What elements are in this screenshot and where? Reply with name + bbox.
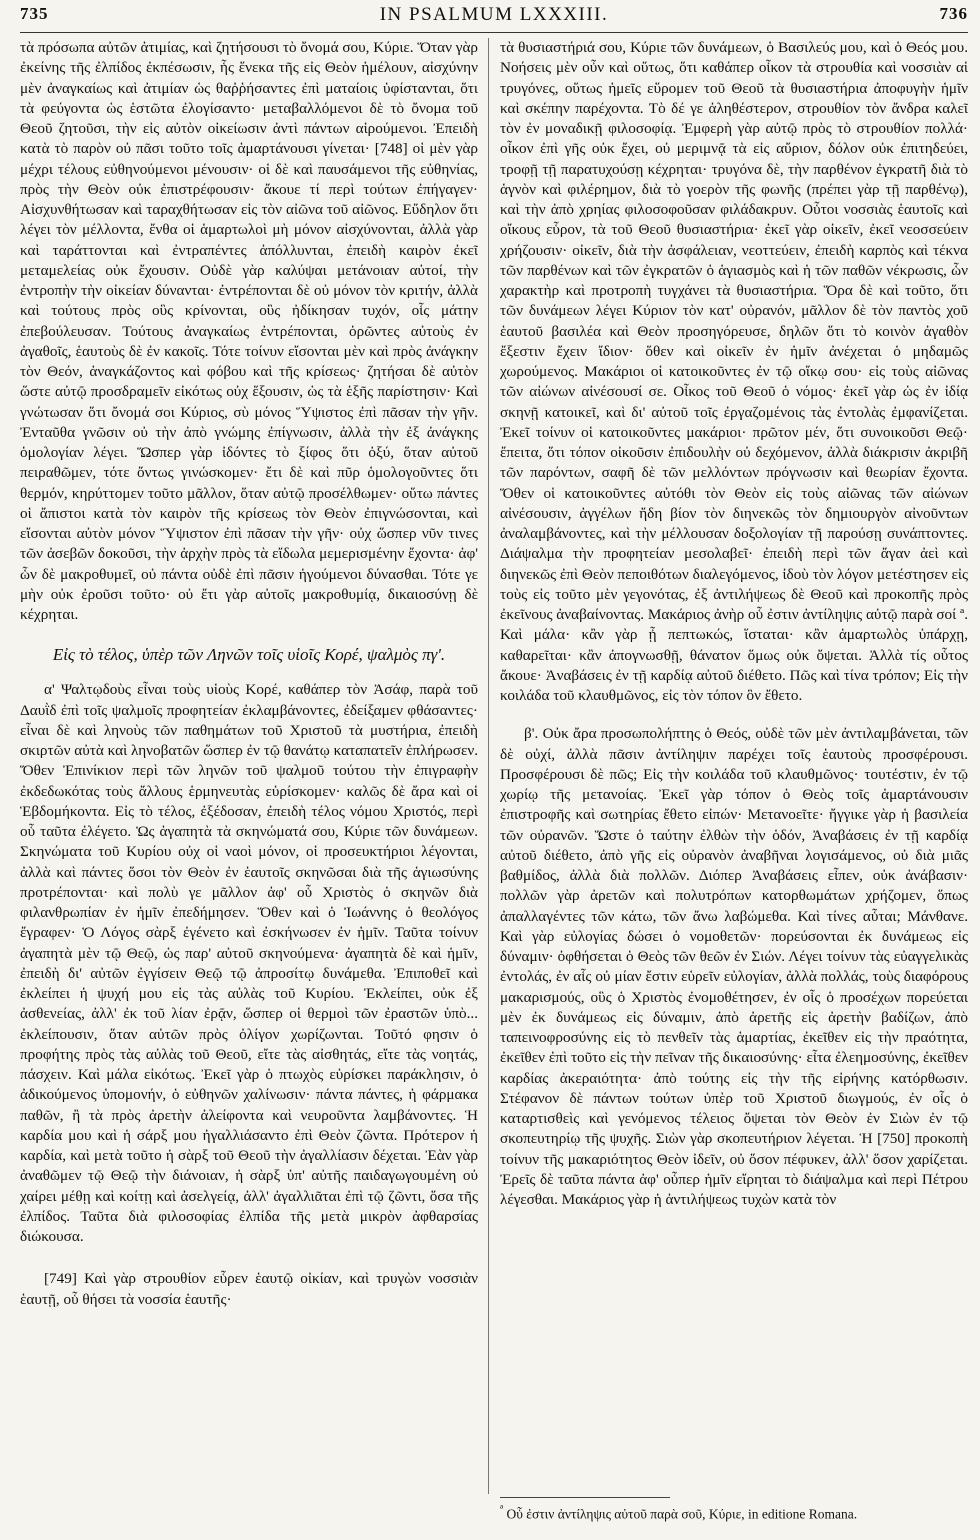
footnote	[500, 1502, 968, 1523]
left-column	[20, 38, 478, 1538]
page-title: IN PSALMUM LXXXIII.	[379, 4, 609, 25]
column-divider	[488, 38, 489, 1494]
footnote-rule	[500, 1497, 670, 1498]
psalm-heading: Εἰς τὸ τέλος, ὑπὲρ τῶν Ληνῶν τοῖς υἱοῖς Κορέ, ψαλμὸς πγ'.	[52, 645, 446, 665]
footnote-marker: ª	[500, 1504, 504, 1516]
left-paragraph-3: [749] Καὶ γὰρ στρουθίον εὗρεν ἑαυτῷ οἰκίαν, καὶ τρυγὼν νοσσιὰν ἑαυτῇ, οὗ θήσει τὰ νοσσία ἑαυτῆς·	[20, 1270, 478, 1308]
left-paragraph-2: α' Ψαλτῳδοὺς εἶναι τοὺς υἱοὺς Κορέ, καθάπερ τὸν Ἀσάφ, παρὰ τοῦ Δαυῒδ ἐπὶ τοῖς ψαλμοῖς προφητείαν ἐκλαμβάνοντες, ἐδείξαμεν φθάσαντες· εἶναι δὲ καὶ ληνοὺς τῶν παθημάτων τοῦ Χριστοῦ τὰ μυστήρια, ἐπειδὴ σκιρτῶν αὐτὰ καὶ ληνοβατῶν ὥσπερ ἐν τῷ θανάτῳ καταπατεῖν ἐπλήρωσεν. Ὅθεν Ἐπινίκιον περὶ τῶν ληνῶν τοῦ ψαλμοῦ τούτου τὴν ἐπιγραφὴν ἐκδεδωκότας τοὺς ἄλλους ἑρμηνευτὰς εὑρίσκομεν· καλῶς δὲ ἄρα καὶ οἱ Ἑβδομήκοντα. Εἰς τὸ τέλος, ἐξέδοσαν, ἐπειδὴ τέλος νόμου Χριστός, περὶ οὗ ταῦτα ἐλέγετο. Ὡς ἀγαπητὰ τὰ σκηνώματά σου, Κύριε τῶν δυνάμεων. Σκηνώματα τοῦ Κυρίου οὐχ οἱ ναοὶ μόνον, οἱ προσευκτήριοι λέγονται, ἀλλὰ καὶ πάντες ὅσοι τὸν Θεὸν ἐν ἑαυτοῖς σκηνῶσαι διὰ τῆς ἁγιωσύνης προτρέπονται· καὶ πολὺ γε μᾶλλον ἀφ' οὗ Χριστὸς ὁ σκηνῶν διὰ φιλανθρωπίαν ἐν ἡμῖν ἐπεδήμησεν. Ὅθεν καὶ ὁ Ἰωάννης ὁ θεολόγος ἔγραφεν· Ὁ Λόγος σὰρξ ἐγένετο καὶ ἐσκήνωσεν ἐν ἡμῖν. Ταῦτα τοίνυν ἀγαπητὰ μὲν τῷ Θεῷ, ὡς παρ' αὐτοῦ σκηνούμενα· ἀγαπητὰ δὲ καὶ ἡμῖν, ἐπειδὴ δι' αὐτῶν ἐγγίσειν Θεῷ τῷ ἀπροσίτῳ δυνάμεθα. Ἐπιποθεῖ καὶ ἐκλείπει ἡ ψυχή μου εἰς τὰς αὐλὰς τοῦ Κυρίου. Ἐκλείπει, οὐκ ἐξ ἀσθενείας, ἀλλ' ἐκ τοῦ λίαν ἐρᾷν, ὥσπερ οἱ θερμοὶ τῶν ἐραστῶν ὑπὸ... ἐκλείπουσιν, ὅταν αὐτῶν πρὸς ὀλίγον χωρίζωνται. Τοῦτό φησιν ὁ προφήτης πρὸς τὰς αὐλὰς τοῦ Θεοῦ, εἴτε τὰς αἰσθητάς, εἴτε τὰς νοητάς, πάσχειν. Καὶ μάλα εἰκότως. Ἐκεῖ γὰρ ὁ πτωχὸς εὑρίσκει παράκλησιν, ὁ ἀδικούμενος ὑπομονήν, ὁ εὐθηνῶν χαλίνωσιν· πάντα πάντες, ἡ φάρμακα παθῶν, ἢ τὰ πρὸς ἀρετὴν ἀλείφοντα καὶ νευροῦντα λαμβάνοντες. Ἡ καρδία μου καὶ ἡ σάρξ μου ἠγαλλιάσαντο ἐπὶ Θεὸν ζῶντα. Πρότερον ἡ καρδία, καὶ μετὰ τοῦτο ἡ σὰρξ τοῦ Θεοῦ τὴν ἀγαλλίασιν δέχεται. Ἐὰν γὰρ ἀναθῶμεν τῷ Θεῷ τὴν διάνοιαν, ἡ σὰρξ ὑπ' αὐτῆς παιδαγωγουμένη οὐ χαίρει μέθῃ καὶ κοίτῃ καὶ ἀσελγείᾳ, ἀλλ' ἀγαλλιᾶται ἐπὶ τῷ ζῶντι, ὅσα τῆς ἐλπίδος. Ταῦτα διὰ φιλοσοφίας ἐλπίδα τῆς μετὰ μικρὸν ἀφθαρσίας διώκουσα.	[20, 681, 478, 1245]
running-header	[20, 4, 968, 34]
left-page-number: 735	[20, 4, 49, 23]
header-rule	[20, 32, 968, 33]
section-gap	[20, 1247, 478, 1269]
paragraph-gap	[500, 706, 968, 724]
left-paragraph-1: τὰ πρόσωπα αὐτῶν ἀτιμίας, καὶ ζητήσουσι τὸ ὄνομά σου, Κύριε. Ὅταν γὰρ ἐκείνης τῆς ἐλπίδος ἐκπέσωσιν, ἧς ἕνεκα τῆς εἰς Θεὸν ἡμέλουν, αἰσχύνην μὲν ἀναγκαίως καὶ ἀτιμίαν ὡς θαῤῥήσαντες ἐπὶ ματαίοις ὑφίστανται, ὅτι τὰ φεύγοντα ὡς ἑστῶτα ἐλογίσαντο· μεταβαλλόμενοι δὲ τὸ ὄνομα τοῦ Θεοῦ ζητοῦσι, τὴν εἰς αὐτὸν οἰκείωσιν ἀντὶ πάντων αἱρούμενοι. Ἐπειδὴ κατὰ τὸ παρὸν οὐ πᾶσι τοῦτο τοῖς ἁμαρτάνουσι γίνεται· [748] οἱ μὲν γὰρ μέχρι τέλους εὐθηνούμενοι μένουσιν· οἱ δὲ καὶ παυσάμενοι τῆς εὐθηνίας, πρὸς τὴν Θεὸν οὐκ ἐπιστρέφουσιν· ἄκουε τί περὶ τούτων ἐπήγαγεν· Αἰσχυνθήτωσαν καὶ ταραχθήτωσαν εἰς τὸν αἰῶνα τοῦ αἰῶνος. Εὔδηλον ὅτι λέγει τὸν μέλλοντα, ἔνθα οἱ ἁμαρτωλοὶ μὴ μόνον αἰσχύνονται, ἀλλὰ γὰρ καὶ ταράττονται καὶ ἐντραπέντες ἀπόλλυνται, ἐπειδὴ καιρὸν ἐκεῖ μεταμελείας οὐκ ἔχουσιν. Οὐδὲ γὰρ καλύψαι μετάνοιαν αὐτοί, τὴν ἐντροπὴν τὴν οἰκείαν δύνανται· ἐντρέπονται δὲ οὐ μόνον τὸν κριτήν, ἀλλὰ καὶ τούτους πρὸς οὓς κρίνονται, οὓς ἠδίκησαν τυχόν, οἷς μάτην ἐπεβούλευσαν. Τούτους ἀναγκαίως ἐντρέπονται, ὁρῶντες αὐτοὺς ἐν ἀγαθοῖς, ἑαυτοὺς δὲ ἐν κακοῖς. Τότε τοίνυν εἴσονται μὲν καὶ πρὸς ἀνάγκην τὸν Θεόν, ἀναγκάζοντος καὶ φόβου καὶ τῆς κρίσεως· ζητήσαι δὲ αὐτὸν ὥστε αὐτῷ προσδραμεῖν εἰκότως οὐχ ἕξουσιν, ὡς τὰ ἑξῆς παρίστησιν· Καὶ γνώτωσαν ὅτι ὄνομά σοι Κύριος, σὺ μόνος Ὕψιστος ἐπὶ πᾶσαν τὴν γῆν. Ἐνταῦθα γνῶσιν οὐ τὴν ἀπὸ γνώμης ἐπίγνωσιν, ἀλλὰ τὴν ἐξ ἀνάγκης ὁμολογίαν λέγει. Ὥσπερ γὰρ ἰδόντες τὸ ξίφος ὅτι ὀξύ, ὅταν αὐτοῦ πειραθῶμεν, τότε ὄντως γινώσκομεν· ἔτι δὲ καὶ πῦρ ὁμολογοῦντες ὅτι θερμόν, κηρύττομεν τοῦτο μᾶλλον, ὅταν αὐτῷ προσέλθωμεν· οὕτω πάντες οἱ ἄπιστοι κατὰ τὸν καιρὸν τῆς κρίσεως τὸν Θεὸν ἐπιγνώσονται, καὶ εἴσονται αὐτὸν μόνον Ὕψιστον ἐπὶ πᾶσαν τὴν γῆν· οὐχ ὥσπερ νῦν τινες τῶν ἀσεβῶν δοκοῦσι, τὴν ἀρχὴν πρὸς τὰ εἴδωλα μεμερισμένην ἔχοντα· ἀφ' ὧν δὲ μακροθυμεῖ, οὐ πάντα οὐδὲ ἐπὶ πᾶσιν ἡγούμενοι δύνασθαι. Τότε γε μὴν οὐκ ἐροῦσι τοῦτο· οὐ ἔτι γὰρ αὐτοῖς μακροθυμίᾳ, δικαιοσύνῃ δὲ κέχρηται.	[20, 39, 478, 623]
right-paragraph-1: τὰ θυσιαστήριά σου, Κύριε τῶν δυνάμεων, ὁ Βασιλεύς μου, καὶ ὁ Θεός μου. Νοήσεις μὲν οὖν καὶ οὕτως, ὅτι καθάπερ οἶκον τὰ στρουθία καὶ νοσσιὰν αἱ τρυγόνες, οὕτως ἡμεῖς εὕρομεν τοῦ Θεοῦ τὰ θυσιαστήρια ἀποφυγὴν ἡμῖν καὶ σκέπην παρέχοντα. Τὸ δέ γε ἀληθέστερον, στρουθίον τὸν ἄνδρα καλεῖ τὸν ἐν μοναδικῇ φιλοσοφίᾳ. Ἐμφερὴ γὰρ αὐτῷ πρὸς τὸ στρουθίον πολλά· οἶκον ἐπὶ γῆς οὐκ ἔχει, οὐ μεριμνᾷ τὰ εἰς αὔριον, δόλον οὐκ ἐπιτηδεύει, τροφῇ τῇ παρατυχούσῃ κέχρηται· τρυγόνα δὲ, τὴν παρθένον ἐγκρατῆ διὰ τὸ ἁγνὸν καὶ φιλέρημον, διὰ τὸ γοερὸν τῆς φωνῆς (πρέπει γὰρ τῇ παρθένῳ), καὶ τὴν ἀπὸ χρηίας φιλοσοφοῦσαν φιλάδακρυν. Οὗτοι νοσσιὰς ἑαυτοῖς καὶ οἴκους εὗρον, τὰ τοῦ Θεοῦ θυσιαστήρια· ἐκεῖ γὰρ οἰκεῖν, ἐκεῖ νεοσσεύειν χρήζουσιν· οἰκεῖν, διὰ τὴν ἀσφάλειαν, νεοττεύειν, ἐπειδὴ καρπὸς καὶ τέκνα τῶν παρθένων καὶ τῶν ἐγκρατῶν ὁ ἁγιασμὸς καὶ ἡ τῶν παθῶν νέκρωσις, ὧν χαρακτὴρ καὶ προτροπὴ τυγχάνει τὰ θυσιαστήρια. Ὅρα δὲ καὶ τοῦτο, ὅτι τῶν δυνάμεων λέγει Κύριον τὸν κατ' οὐρανόν, μᾶλλον δὲ τὸν παντὸς χοῦ ἑαυτοῦ βασιλέα καὶ Θεὸν προσηγόρευσε, δηλῶν ὅτι τὸ κοινὸν ἀγαθὸν ἔξεστιν ἔχειν ἴδιον· ὅθεν καὶ οἰκεῖν ἐν ἡμῖν ἀνέχεται ὁ μηδαμῶς χωρούμενος. Μακάριοι οἱ κατοικοῦντες ἐν τῷ οἴκῳ σου· εἰς τοὺς αἰῶνας τῶν αἰώνων αἰνέσουσί σε. Οἶκος τοῦ Θεοῦ ὁ νόμος· ἐκεῖ γὰρ ὡς ἐν ἰδίᾳ σκηνῇ κατοικεῖ, καὶ δι' αὐτοῦ τοῖς ἐργαζομένοις τὰς ἐντολὰς ἐμφανίζεται. Ἐκεῖ τοίνυν οἱ κατοικοῦντες μακάριοι· πρῶτον μέν, ὅτι συνοικοῦσι Θεῷ· ἔπειτα, ὅτι τόπον οἰκοῦσιν ἐπιδουλὴν οὐ δεχόμενον, ἀλλὰ διάκρισιν ἀκριβῆ τῶν παρόντων, σαφῆ δὲ τῶν μελλόντων πρόγνωσιν καὶ θεωρίαν ἔχοντα. Ὅθεν οἱ κατοικοῦντες αὐτόθι τὸν Θεὸν εἰς τοὺς αἰῶνας τῶν αἰώνων αἰνέσουσιν, ἀγγέλων ἤδη βίον τὸν διηνεκῶς τὸν δημιουργὸν αἰνοῦντων ἀναλαμβάνοντες, καὶ τὴν μέλλουσαν δοξολογίαν τῇ παρούσῃ συνάπτοντες. Διάψαλμα τὴν προφητείαν μεσολαβεῖ· ἐπειδὴ περὶ τῶν ἄγαν ἀεὶ καὶ διηνεκῶς ἐπὶ Θεὸν πεποιθότων διαλεγόμενος, ἰδοὺ τὸν λόγον μετέστησεν εἰς τοὺς εἰς τοῦτο μὲν γεγονότας, ἐξ ἀντιλήψεως δὲ Θεοῦ καὶ προκοπῆς πρὸς ἐκεῖνους ἀναβαίνοντας. Μακάριος ἀνὴρ οὗ ἐστιν ἀντίληψις αὐτῷ παρὰ σοί ª. Καὶ μάλα· κἂν γὰρ ᾖ πεπτωκώς, ἵσταται· κἂν ἁμαρτωλὸς ὑπάρχῃ, καθαρεῖται· κἂν ἀπογνωσθῇ, θάνατον ὅμως οὐκ ὄψεται. Ἀλλὰ τίς οὗτος ἄκουε· Ἀναβάσεις ἐν τῇ καρδίᾳ αὐτοῦ διέθετο. Πῶς καὶ τίνα τρόπον; Εἰς τὴν κοιλάδα τοῦ κλαυθμῶνος, εἰς τὸν τόπον ὃν ἔθετο.	[500, 39, 968, 704]
right-page-number: 736	[939, 4, 968, 23]
footnote-text: Οὗ ἐστιν ἀντίληψις αὐτοῦ παρὰ σοῦ, Κύριε, in editione Romana.	[506, 1506, 858, 1522]
right-column	[500, 38, 968, 1538]
right-paragraph-2: β'. Οὐκ ἄρα προσωπολήπτης ὁ Θεός, οὐδὲ τῶν μὲν ἀντιλαμβάνεται, τῶν δὲ οὐχί, ἀλλὰ πᾶσιν ἀντίληψιν παρέχει τοῖς ἑαυτοὺς προσφέρουσι. Προσφέρουσι δὲ πῶς; Εἰς τὴν κοιλάδα τοῦ κλαυθμῶνος· τουτέστιν, ἐν τῷ χωρίῳ τῆς μετανοίας. Ἐκεῖ γὰρ τόπον ὁ Θεὸς τοῖς ἁμαρτάνουσιν ἐπιστροφῆς καὶ σωτηρίας ἔθετο εἰπών· Μετανοεῖτε· ἤγγικε γὰρ ἡ βασιλεία τῶν οὐρανῶν. Ὥστε ὁ ταύτην ἐλθὼν τὴν ὁδόν, Ἀναβάσεις ἐν τῇ καρδίᾳ αὐτοῦ διέθετο, ἀπὸ γῆς εἰς οὐρανὸν ἀναβῆναι λογισάμενος, οὐ διὰ μιᾶς βαθμίδος, ἀλλὰ διὰ πολλῶν. Διόπερ Ἀναβάσεις εἶπεν, οὐκ ἀνάβασιν· πολλῶν γὰρ ἀρετῶν καὶ πολυτρόπων κατορθωμάτων χρήζομεν, ὅπως ἀπαλλαγέντες τῶν κάτω, τῶν ἄνω λαβώμεθα. Καὶ τίνες αὗται; Μάνθανε. Καὶ γὰρ εὐλογίας δώσει ὁ νομοθετῶν· πορεύσονται ἐκ δυνάμεως εἰς δύναμιν· ὀφθήσεται ὁ Θεὸς τῶν θεῶν ἐν Σιών. Λέγει τοίνυν τὰς εὐαγγελικὰς ἐντολάς, ἐν αἷς οὐ μίαν ἔστιν εὑρεῖν εὐλογίαν, ἀλλὰ πολλάς, τοὺς διαφόρους μακαρισμούς, οὓς ὁ Χριστὸς ἐνομοθέτησεν, ἐν οἷς ὁ προσέχων πορεύεται μὲν ἐκ δυνάμεως εἰς δύναμιν, ἀπὸ ἀρετῆς εἰς ἀρετὴν βαδίζων, ἀπὸ ταπεινοφροσύνης εἰς τὸ πενθεῖν τὰς ἁμαρτίας, ἐκεῖθεν εἰς τὴν πραότητα, ἐκεῖθεν ἐπὶ τοῦτο εἰς τὴν πεῖναν τῆς δικαιοσύνης· εἶτα ἐλεημοσύνης, ἐκεῖθεν καρδίας ἀκεραιότητα· ἀπὸ τούτης εἰς τὴν τῆς εἰρήνης κατόρθωσιν. Στέφανον δὲ πάντων τούτων ὑπὲρ τοῦ Χριστοῦ διωγμούς, ἐν οἷς ὁ καταρτισθεὶς καὶ γενόμενος τέλειος ὄψεται τὸν Θεὸν ἐν Σιὼν ἐν τῷ σκοπευτηρίῳ τῆς ψυχῆς. Σιὼν γὰρ σκοπευτήριον λέγεται. Ἡ [750] προκοπὴ τοίνυν τῆς μακαριότητος Θεὸν ἰδεῖν, οὐ ὅσον πέφυκεν, ἀλλ' ὅσον χαρίζεται. Ἐρεῖς δὲ ταῦτα πάντα ἀφ' οὗπερ ἡμῖν εἴρηται τὸ διάψαλμα καὶ περὶ Πέτρου λέγεσθαι. Μακάριος γὰρ ἡ ἀντιλήψεως τυχὼν κατὰ τὸν	[500, 725, 968, 1208]
